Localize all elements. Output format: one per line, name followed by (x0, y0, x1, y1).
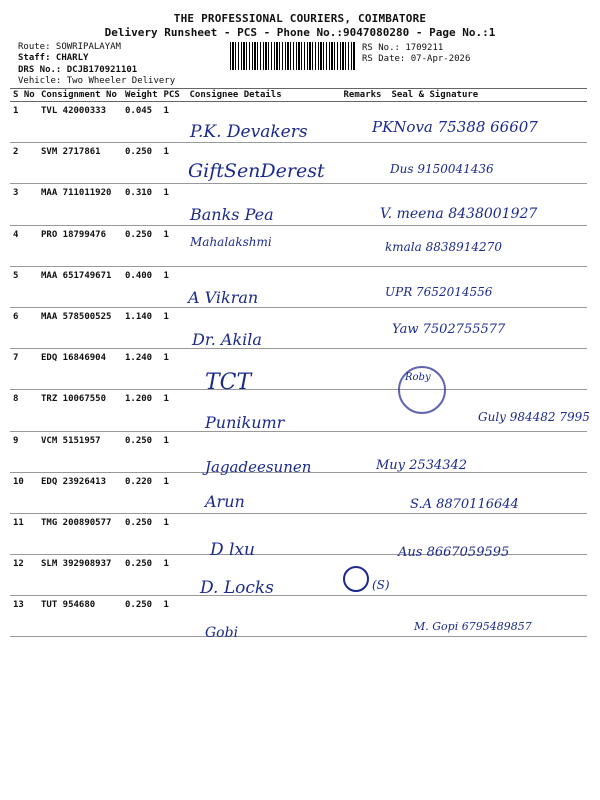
consignment-cell: VCM 5151957 (38, 431, 122, 472)
pcs-cell: 1 (161, 349, 187, 390)
weight-cell: 0.250 (122, 596, 161, 637)
rs-date: RS Date: 07-Apr-2026 (362, 54, 471, 64)
signature-handwriting: M. Gopi 6795489857 (414, 620, 532, 633)
sno-cell: 4 (10, 225, 38, 266)
pcs-cell: 1 (161, 431, 187, 472)
runsheet-subtitle: Delivery Runsheet - PCS - Phone No.:9047080280 - Page No.:1 (104, 26, 496, 39)
pcs-cell: 1 (161, 184, 187, 225)
sno-cell: 11 (10, 513, 38, 554)
consignment-cell: TVL 42000333 (38, 102, 122, 143)
sno-cell: 8 (10, 390, 38, 431)
consignment-cell: SVM 2717861 (38, 143, 122, 184)
table-row (10, 555, 587, 596)
remarks-cell (341, 349, 389, 390)
signature-handwriting: Yaw 7502755577 (392, 322, 506, 337)
sno-cell: 7 (10, 349, 38, 390)
staff-label: Staff: CHARLY (18, 53, 89, 63)
pcs-cell: 1 (161, 225, 187, 266)
remarks-cell (341, 596, 389, 637)
barcode-image (230, 42, 356, 70)
col-remarks: Remarks (341, 89, 389, 102)
vehicle-label: Vehicle: Two Wheeler Delivery (18, 76, 176, 86)
remarks-cell (341, 143, 389, 184)
signature-handwriting: PKNova 75388 66607 (372, 118, 538, 136)
weight-cell: 0.250 (122, 431, 161, 472)
consignee-handwriting: GiftSenDerest (188, 160, 325, 182)
pcs-cell: 1 (161, 555, 187, 596)
col-consignee: Consignee Details (187, 89, 341, 102)
table-header-row (10, 89, 587, 102)
consignee-handwriting: Banks Pea (190, 205, 274, 224)
consignee-handwriting: Gobi (205, 625, 239, 641)
signature-handwriting: Dus 9150041436 (390, 162, 494, 176)
consignee-handwriting: A Vikran (188, 288, 259, 307)
signature-handwriting: (S) (372, 578, 390, 592)
drs-number: DRS No.: DCJB170921101 (18, 65, 138, 75)
consignment-cell: TUT 954680 (38, 596, 122, 637)
signature-cell (389, 555, 587, 596)
weight-cell: 0.250 (122, 225, 161, 266)
col-pcs: PCS (161, 89, 187, 102)
remarks-cell (341, 513, 389, 554)
signature-handwriting: Roby (405, 372, 431, 383)
weight-cell: 1.140 (122, 307, 161, 348)
weight-cell: 0.400 (122, 266, 161, 307)
sno-cell: 3 (10, 184, 38, 225)
pcs-cell: 1 (161, 143, 187, 184)
consignee-handwriting: Arun (205, 492, 245, 511)
consignment-cell: EDQ 23926413 (38, 472, 122, 513)
remarks-cell (341, 390, 389, 431)
consignment-cell: TMG 200890577 (38, 513, 122, 554)
remarks-cell (341, 307, 389, 348)
consignment-cell: PRO 18799476 (38, 225, 122, 266)
sno-cell: 5 (10, 266, 38, 307)
consignment-cell: MAA 651749671 (38, 266, 122, 307)
weight-cell: 0.250 (122, 143, 161, 184)
col-signature: Seal & Signature (389, 89, 587, 102)
route-label: Route: SOWRIPALAYAM (18, 42, 121, 52)
consignee-handwriting: D lxu (210, 540, 256, 560)
signature-handwriting: kmala 8838914270 (385, 240, 502, 254)
signature-handwriting: Guly 984482 7995 (478, 410, 590, 424)
consignee-handwriting: Punikumr (205, 413, 285, 432)
consignment-cell: SLM 392908937 (38, 555, 122, 596)
pcs-cell: 1 (161, 596, 187, 637)
sno-cell: 12 (10, 555, 38, 596)
weight-cell: 1.200 (122, 390, 161, 431)
col-weight: Weight (122, 89, 161, 102)
signature-handwriting: Aus 8667059595 (398, 545, 510, 560)
consignment-cell: MAA 711011920 (38, 184, 122, 225)
pcs-cell: 1 (161, 102, 187, 143)
consignee-handwriting: Dr. Akila (192, 330, 262, 349)
pcs-cell: 1 (161, 390, 187, 431)
weight-cell: 0.045 (122, 102, 161, 143)
pcs-cell: 1 (161, 513, 187, 554)
table-row (10, 266, 587, 307)
sno-cell: 2 (10, 143, 38, 184)
signature-handwriting: V. meena 8438001927 (380, 206, 538, 222)
col-sno: S No (10, 89, 38, 102)
weight-cell: 1.240 (122, 349, 161, 390)
signature-handwriting: UPR 7652014556 (385, 285, 493, 299)
consignee-handwriting: P.K. Devakers (190, 122, 308, 142)
weight-cell: 0.310 (122, 184, 161, 225)
col-consignment: Consignment No (38, 89, 122, 102)
consignment-cell: TRZ 10067550 (38, 390, 122, 431)
company-title: THE PROFESSIONAL COURIERS, COIMBATORE (173, 12, 427, 25)
rs-number: RS No.: 1709211 (362, 43, 444, 53)
remarks-cell (341, 266, 389, 307)
consignee-handwriting: Jagadeesunen (205, 458, 312, 476)
seal-mark (343, 566, 369, 592)
remarks-cell (341, 472, 389, 513)
weight-cell: 0.220 (122, 472, 161, 513)
pcs-cell: 1 (161, 472, 187, 513)
sno-cell: 13 (10, 596, 38, 637)
sno-cell: 10 (10, 472, 38, 513)
consignment-cell: EDQ 16846904 (38, 349, 122, 390)
consignee-handwriting: TCT (205, 370, 252, 395)
signature-handwriting: S.A 8870116644 (410, 497, 519, 512)
consignee-handwriting: D. Locks (200, 578, 274, 598)
signature-handwriting: Muy 2534342 (376, 458, 468, 473)
pcs-cell: 1 (161, 266, 187, 307)
sno-cell: 6 (10, 307, 38, 348)
pcs-cell: 1 (161, 307, 187, 348)
consignee-handwriting: Mahalakshmi (190, 235, 272, 249)
remarks-cell (341, 225, 389, 266)
weight-cell: 0.250 (122, 555, 161, 596)
weight-cell: 0.250 (122, 513, 161, 554)
table-row (10, 349, 587, 390)
sno-cell: 9 (10, 431, 38, 472)
consignment-cell: MAA 578500525 (38, 307, 122, 348)
sno-cell: 1 (10, 102, 38, 143)
